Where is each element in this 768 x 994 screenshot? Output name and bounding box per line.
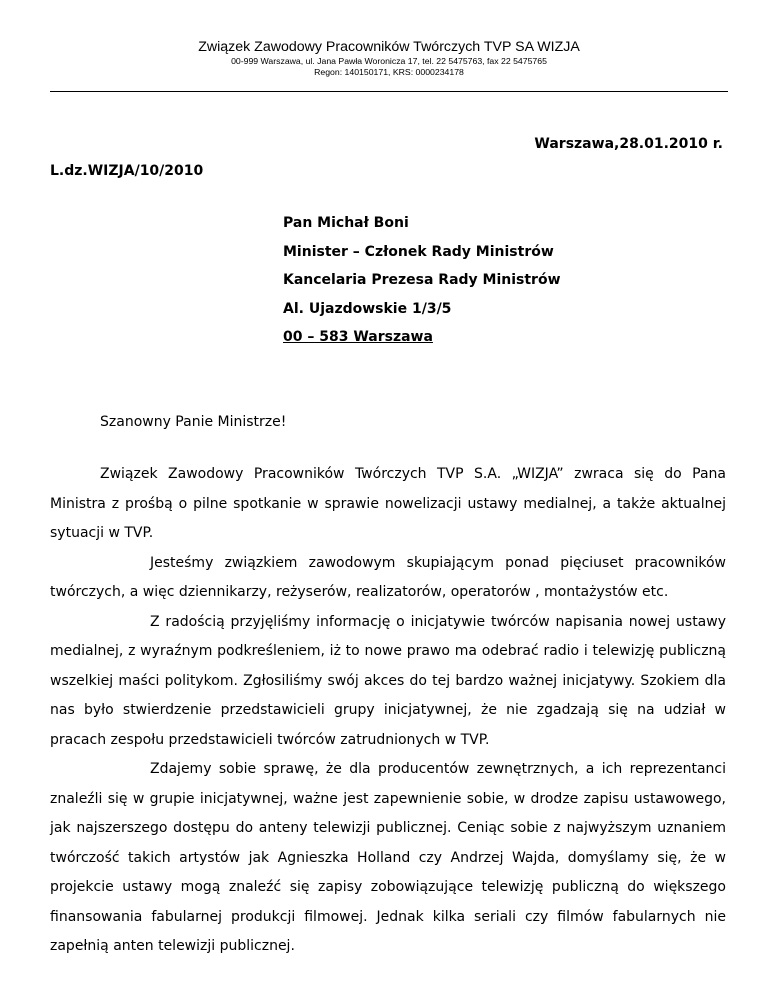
letterhead-divider [50, 91, 728, 92]
recipient-office: Kancelaria Prezesa Rady Ministrów [283, 272, 561, 289]
letterhead [50, 38, 728, 78]
paragraph: Z radością przyjęliśmy informację o inicjatywie twórców napisania nowej ustawy medialnej, z wyraźnym podkreśleniem, iż to nowe prawo ma odebrać radio i telewizję publiczną wszelkiej maści politykom. Zgłosiliśmy swój akces do tej bardzo ważnej inicjatywy. Szokiem dla nas było stwierdzenie przedstawicieli grupy inicjatywnej, że nie zgadzają się na udział w pracach zespołu przedstawicieli twórców zatrudnionych w TVP. [50, 613, 726, 748]
union-name: Związek Zawodowy Pracowników Twórczych TVP SA WIZJA [198, 39, 580, 55]
greeting: Szanowny Panie Ministrze! [100, 414, 287, 430]
letter-date: Warszawa,28.01.2010 r. [534, 136, 723, 152]
recipient-street: Al. Ujazdowskie 1/3/5 [283, 300, 452, 317]
paragraph: Jesteśmy związkiem zawodowym skupiającym ponad pięciuset pracowników twórczych, a więc dziennikarzy, reżyserów, realizatorów, operatorów , montażystów etc. [50, 554, 726, 600]
recipient-name: Pan Michał Boni [283, 215, 409, 231]
recipient-postal-city: 00 – 583 Warszawa [283, 329, 433, 346]
letter-body [50, 460, 726, 962]
reference-number: L.dz.WIZJA/10/2010 [50, 163, 204, 179]
paragraph: Związek Zawodowy Pracowników Twórczych TVP S.A. „WIZJA” zwraca się do Pana Ministra z prośbą o pilne spotkanie w sprawie nowelizacji ustawy medialnej, a także aktualnej sytuacji w TVP. [50, 466, 726, 541]
paragraph: Zdajemy sobie sprawę, że dla producentów zewnętrznych, a ich reprezentanci znaleźli się w grupie inicjatywnej, ważne jest zapewnienie sobie, w drodze zapisu ustawowego, jak najszerszego dostępu do anteny telewizji publicznej. Ceniąc sobie z najwyższym uznaniem twórczość takich artystów jak Agnieszka Holland czy Andrzej Wajda, domyślamy się, że w projekcie ustawy mogą znaleźć się zapisy zobowiązujące telewizję publiczną do większego finansowania fabularnej produkcji filmowej. Jednak kilka seriali czy filmów fabularnych nie zapełnią anten telewizji publicznej. [50, 761, 726, 954]
union-registry: Regon: 140150171, KRS: 0000234178 [314, 67, 464, 77]
recipient-address [283, 213, 561, 356]
union-address: 00-999 Warszawa, ul. Jana Pawła Woronicza 17, tel. 22 5475763, fax 22 5475765 [231, 56, 547, 66]
recipient-position: Minister – Członek Rady Ministrów [283, 243, 554, 260]
